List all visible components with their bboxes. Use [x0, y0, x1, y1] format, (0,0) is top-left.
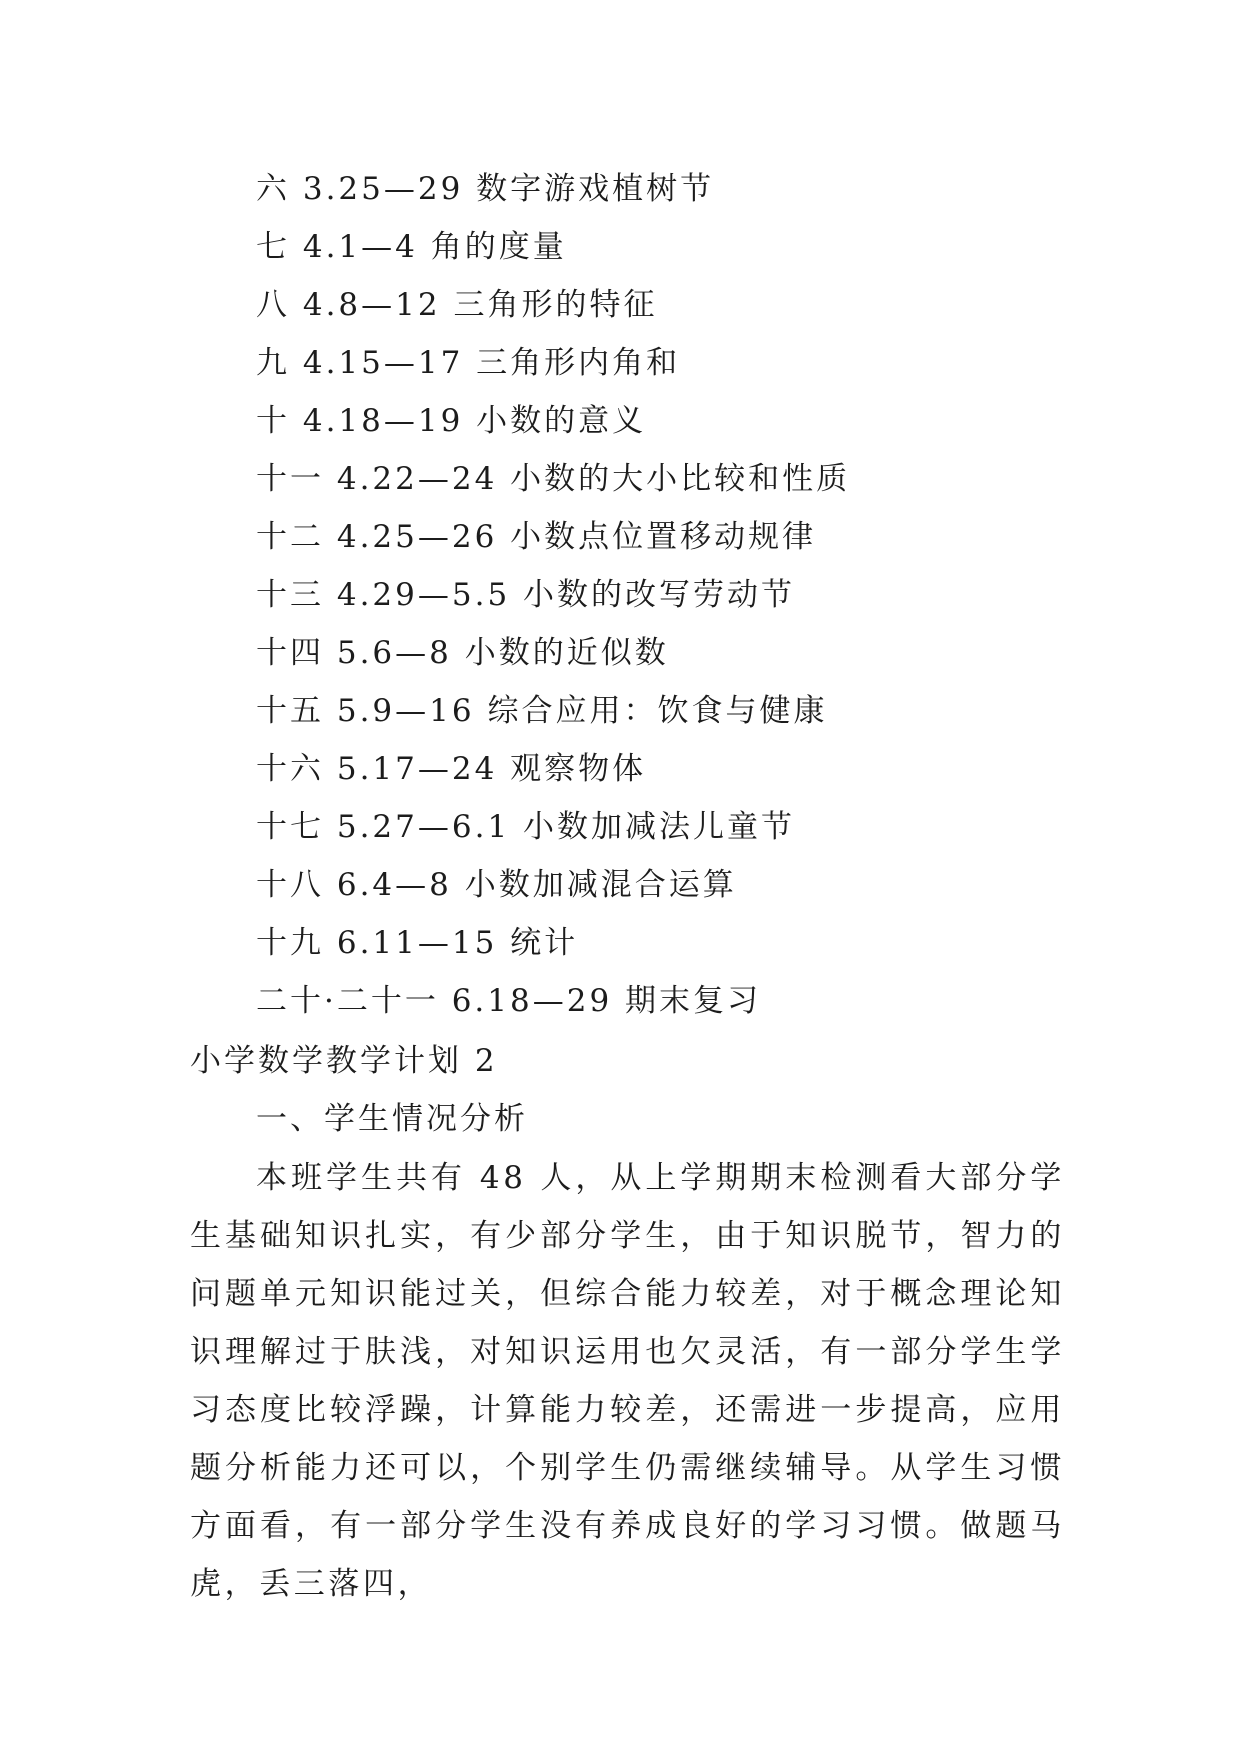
schedule-item: 六 3.25—29 数字游戏植树节	[256, 171, 715, 207]
schedule-item: 八 4.8—12 三角形的特征	[256, 287, 658, 323]
schedule-item: 十一 4.22—24 小数的大小比较和性质	[256, 461, 851, 497]
schedule-item: 十六 5.17—24 观察物体	[256, 751, 647, 787]
schedule-item: 十七 5.27—6.1 小数加减法儿童节	[256, 809, 796, 845]
schedule-item: 十五 5.9—16 综合应用：饮食与健康	[256, 693, 828, 729]
schedule-item: 十九 6.11—15 统计	[256, 925, 579, 961]
schedule-item: 十 4.18—19 小数的意义	[256, 403, 647, 439]
body-paragraph: 本班学生共有 48 人，从上学期期末检测看大部分学生基础知识扎实，有少部分学生，由于知识脱节，智力的问题单元知识能过关，但综合能力较差，对于概念理论知识理解过于肤浅，对知识运用也欠灵活，有一部分学生学习态度比较浮躁，计算能力较差，还需进一步提高，应用题分析能力还可以，个别学生仍需继续辅导。从学生习惯方面看，有一部分学生没有养成良好的学习习惯。做题马虎，丢三落四，	[190, 1160, 1065, 1602]
section-title: 小学数学教学计划 2	[190, 1043, 498, 1079]
schedule-item: 十四 5.6—8 小数的近似数	[256, 635, 669, 671]
schedule-item: 二十·二十一 6.18—29 期末复习	[256, 983, 762, 1019]
schedule-item: 十二 4.25—26 小数点位置移动规律	[256, 519, 817, 555]
schedule-list	[256, 160, 850, 1030]
subheading: 一、学生情况分析	[256, 1101, 528, 1137]
schedule-item: 九 4.15—17 三角形内角和	[256, 345, 681, 381]
schedule-item: 七 4.1—4 角的度量	[256, 229, 567, 265]
schedule-item: 十三 4.29—5.5 小数的改写劳动节	[256, 577, 796, 613]
schedule-item: 十八 6.4—8 小数加减混合运算	[256, 867, 737, 903]
